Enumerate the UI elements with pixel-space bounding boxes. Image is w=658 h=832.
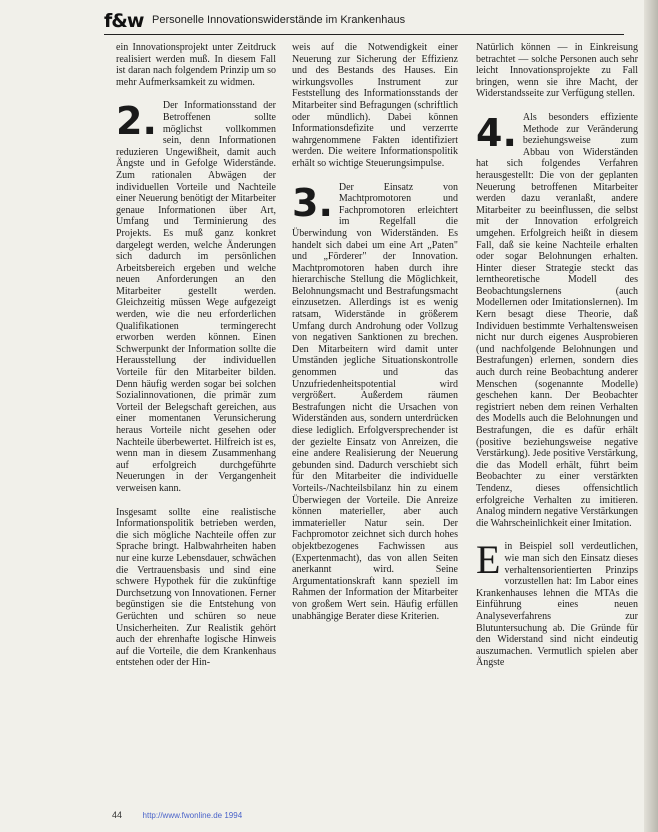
numbered-section-2 [116,100,276,494]
paragraph: ein Innovationsprojekt unter Zeitdruck realisiert werden muß. In diesem Fall ist daran nach folgendem Prinzip um so mehr Aufmerksamkeit zu widmen. [116,42,276,88]
column-3 [476,42,638,822]
example-section [476,537,638,669]
footer-url: http://www.fwonline.de 1994 [142,811,243,820]
page-header [104,10,624,35]
column-1 [116,42,276,822]
paragraph: Als besonders effiziente Methode zur Veränderung beziehungsweise zum Abbau von Widerständen hat sich folgendes Verfahren herausgestellt: Die von der geplanten Neuerung betroffenen Mitarbeiter werden dazu veranlaßt, andere Mitarbeiter zu beeinflussen, die selbst mit der Innovation erfolgreich umgehen. Erfolgreich heißt in diesem Fall, daß sie keine Nachteile erhalten oder sogar Belohnungen erhalten. Hinter dieser Strategie steckt das lerntheoretische Modell des Beobachtungslernens (auch Modellernen oder Imitationslernen). Im Kern besagt diese Theorie, daß Individuen bestimmte Verhaltensweisen nicht nur durch eigenes Ausprobieren (und nachfolgende Belohnungen und Bestrafungen) erlernen, sondern dies auch durch reine Beobachtung anderer Menschen (sogenannte Modelle) geschehen kann. Der Beobachter registriert neben dem reinen Verhalten des Modells auch die Belohnungen und Bestrafungen, die es dafür erhält (positive beziehungsweise negative Verstärkung). Jede positive Verstärkung, die das Modell erhält, führt beim Beobachter zu einer verstärkten Tendenz, dieses offensichtlich erfolgreiche Verhalten zu imitieren. Analog mindern negative Verstärkungen die Wahrscheinlichkeit einer Imitation. [476,111,638,529]
section-number: 4. [476,110,517,155]
running-head: Personelle Innovationswiderstände im Krankenhaus [152,14,406,26]
paragraph: Der Informationsstand der Betroffenen sollte möglichst vollkommen sein, denn Informationen reduzieren Ungewißheit, damit auch Ängste und in Gefolge Widerstände. Zum rationalen Abwägen der individuellen Vorteile und Nachteile einer Neuerung benötigt der Mitarbeiter genaue Informationen über Art, Umfang und Terminierung des Projekts. Es muß ganz konkret dargelegt werden, welche Änderungen sich dadurch im persönlichen Arbeitsbereich ergeben und welche neuen Anforderungen an den Mitarbeiter gestellt werden. Gleichzeitig müssen Wege aufgezeigt werden, wie die neu erforderlichen Qualifikationen termingerecht erworben werden können. Einen Schwerpunkt der Information sollte die Herausstellung der individuellen Vorteile für den Mitarbeiter bilden. Denn häufig werden sogar bei solchen Sozialinnovationen, die primär zum Vorteil der Belegschaft gereichen, aus einer momentanen Verunsicherung heraus Vorteile nicht gesehen oder Nachteile überbewertet. Hilfreich ist es, wenn man in diesem Zusammenhang auf erfolgreich durchgeführte Neuerungen in der Vergangenheit verweisen kann. [116,100,276,494]
paragraph: Insgesamt sollte eine realistische Informationspolitik betrieben werden, die sich mögliche Nachteile offen zur Sprache bringt. Halbwahrheiten haben nur eine kurze Lebensdauer, schwächen die Vertrauensbasis und sind eine schwere Hypothek für die zukünftige Durchsetzung von Innovationen. Ferner begünstigen sie die Entstehung von Gerüchten und schüren so neue Unsicherheiten. Zur Realistik gehört auch der ehrenhafte logische Hinweis auf die Vorteile, die dem Krankenhaus entstehen oder der Hin- [116,506,276,669]
drop-cap: E [476,537,501,583]
paragraph: Natürlich können — in Einkreisung betrachtet — solche Personen auch sehr leicht Innovationsprojekte zu Fall bringen, wenn sie ihre Macht, der Widerstandsseite zur Verfügung stellen. [476,42,638,100]
page-number: 44 [112,810,123,820]
column-2 [292,42,458,822]
numbered-section-3 [292,182,458,623]
section-number: 2. [116,99,157,144]
section-number: 3. [292,180,333,225]
magazine-logo: f&w [104,10,144,32]
page-footer [112,810,242,820]
numbered-section-4 [476,112,638,529]
paragraph: Der Einsatz von Machtpromotoren und Fachpromotoren erleichtert im Regelfall die Überwindung von Widerständen. Es handelt sich dabei um eine Art „Paten" und „Förderer" der Innovation. Machtpromotoren haben durch ihre hierarchische Stellung die Möglichkeit, Belohnungsmacht und Bestrafungsmacht einzusetzen. Allerdings ist es wenig ratsam, Widerstände in größerem Umfang durch Androhung oder Vollzug von negativen Sanktionen zu brechen. Den Mitarbeitern wird damit unter Umständen jegliche Situationskontrolle genommen und das Unzufriedenheitspotential wird vergrößert. Außerdem räumen Bestrafungen nicht die Ursachen von Widerständen aus, sondern unterdrücken diese lediglich. Erfolgversprechender ist der gezielte Einsatz von Anreizen, die eine andere Realisierung der Neuerung gebunden sind. Dadurch verschiebt sich für den Mitarbeiter die individuelle Vorteils-/Nachteilsbilanz hin zu einem Überwiegen der Vorteile. Die Anreize können materieller, aber auch immaterieller Natur sein. Der Fachpromotor zeichnet sich durch hohes objektbezogenes Fachwissen aus (Expertenmacht), das von allen Seiten anerkannt wird. Seine Argumentationskraft kann speziell im Rahmen der Information der Mitarbeiter von großem Wert sein. Häufig erfüllen unabhängige Berater diese Kriterien. [292,181,458,622]
paragraph: weis auf die Notwendigkeit einer Neuerung zur Sicherung der Effizienz und des Bestands des Hauses. Ein wirkungsvolles Instrument zur Feststellung des Informationsstands der Mitarbeiter sind Befragungen (schriftlich oder mündlich). Dabei können Informationsdefizite und verzerrte wahrgenommene Fakten identifiziert werden. Die weitere Informationspolitik erhält so wichtige Steuerungsimpulse. [292,42,458,169]
paragraph: in Beispiel soll verdeutlichen, wie man sich den Einsatz dieses verhaltensorientierten Prinzips vorzustellen hat: Im Labor eines Krankenhauses lehnen die MTAs die Einführung eines neuen Analyseverfahrens zur Blutuntersuchung ab. Die Gründe für den Widerstand sind nicht eindeutig auszumachen. Vermutlich spielen aber Ängste [476,541,638,669]
scan-edge-shadow [644,0,658,832]
